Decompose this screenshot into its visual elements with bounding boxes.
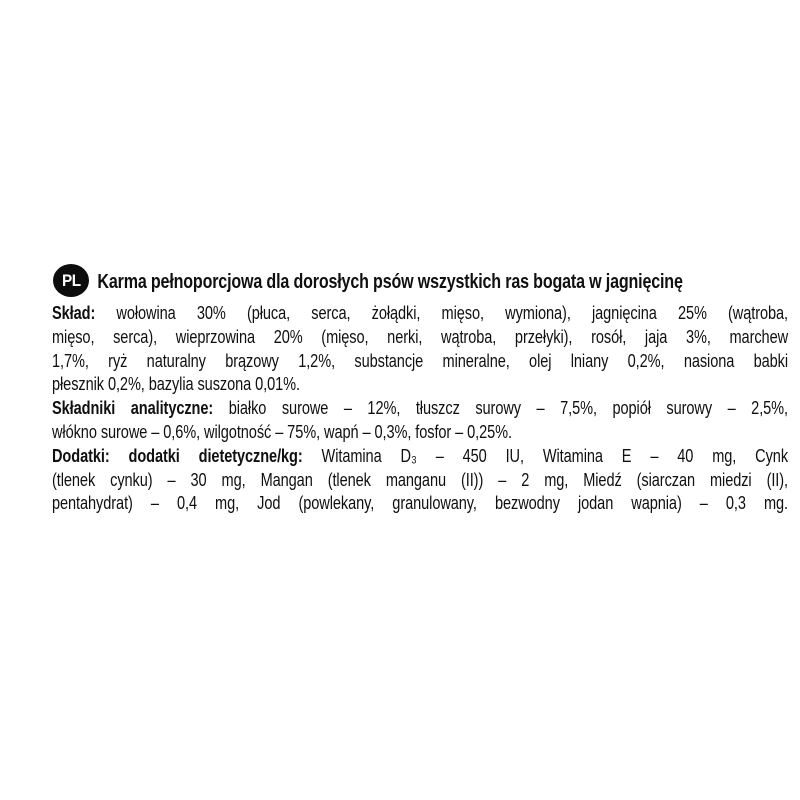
analytical-line-1 [52, 396, 788, 420]
additives-text-3: pentahydrat) – 0,4 mg, Jod (powlekany, granulowany, bezwodny jodan wapnia) – 0,3 mg. [52, 492, 789, 514]
analytical-text-2: włókno surowe – 0,6%, wilgotność – 75%, wapń – 0,3%, fosfor – 0,25%. [52, 420, 513, 442]
additives-line-3 [52, 491, 788, 515]
composition-text-1: wołowina 30% (płuca, serca, żołądki, mięso, wymiona), jagnięcina 25% (wątroba, [95, 302, 789, 323]
additives-line-2 [52, 468, 788, 492]
additives-text-2: (tlenek cynku) – 30 mg, Mangan (tlenek manganu (II)) – 2 mg, Miedź (siarczan miedzi (II), [52, 468, 789, 490]
product-title [52, 262, 788, 301]
additives-label: Dodatki: dodatki dietetyczne/kg: [52, 444, 303, 466]
product-title-text: Karma pełnoporcjowa dla dorosłych psów wszystkich ras bogata w jagnięcinę [97, 270, 683, 293]
analytical-text-1: białko surowe – 12%, tłuszcz surowy – 7,5%, popiół surowy – 2,5%, [213, 397, 789, 419]
composition-line-4 [52, 372, 788, 396]
composition-text-4: płesznik 0,2%, bazylia suszona 0,01%. [52, 373, 300, 395]
analytical-label: Składniki analityczne: [52, 397, 214, 419]
pl-language-badge [53, 264, 89, 297]
composition-line-3 [52, 349, 788, 373]
composition-text-3: 1,7%, ryż naturalny brązowy 1,2%, substancje mineralne, olej lniany 0,2%, nasiona babki [52, 349, 789, 371]
pl-badge-label: PL [61, 270, 81, 290]
label-body [52, 301, 788, 515]
composition-line-2 [52, 325, 788, 349]
label-text-block [52, 262, 788, 515]
composition-label: Skład: [52, 302, 96, 323]
analytical-line-2 [52, 420, 788, 444]
composition-text-2: mięso, serca), wieprzowina 20% (mięso, nerki, wątroba, przełyki), rosół, jaja 3%, marchew [52, 325, 789, 347]
composition-line-1 [52, 301, 788, 325]
additives-line-1 [52, 444, 788, 468]
condensed-text-column [52, 262, 788, 515]
additives-text-1: Witamina D₃ – 450 IU, Witamina E – 40 mg, Cynk [302, 444, 789, 466]
